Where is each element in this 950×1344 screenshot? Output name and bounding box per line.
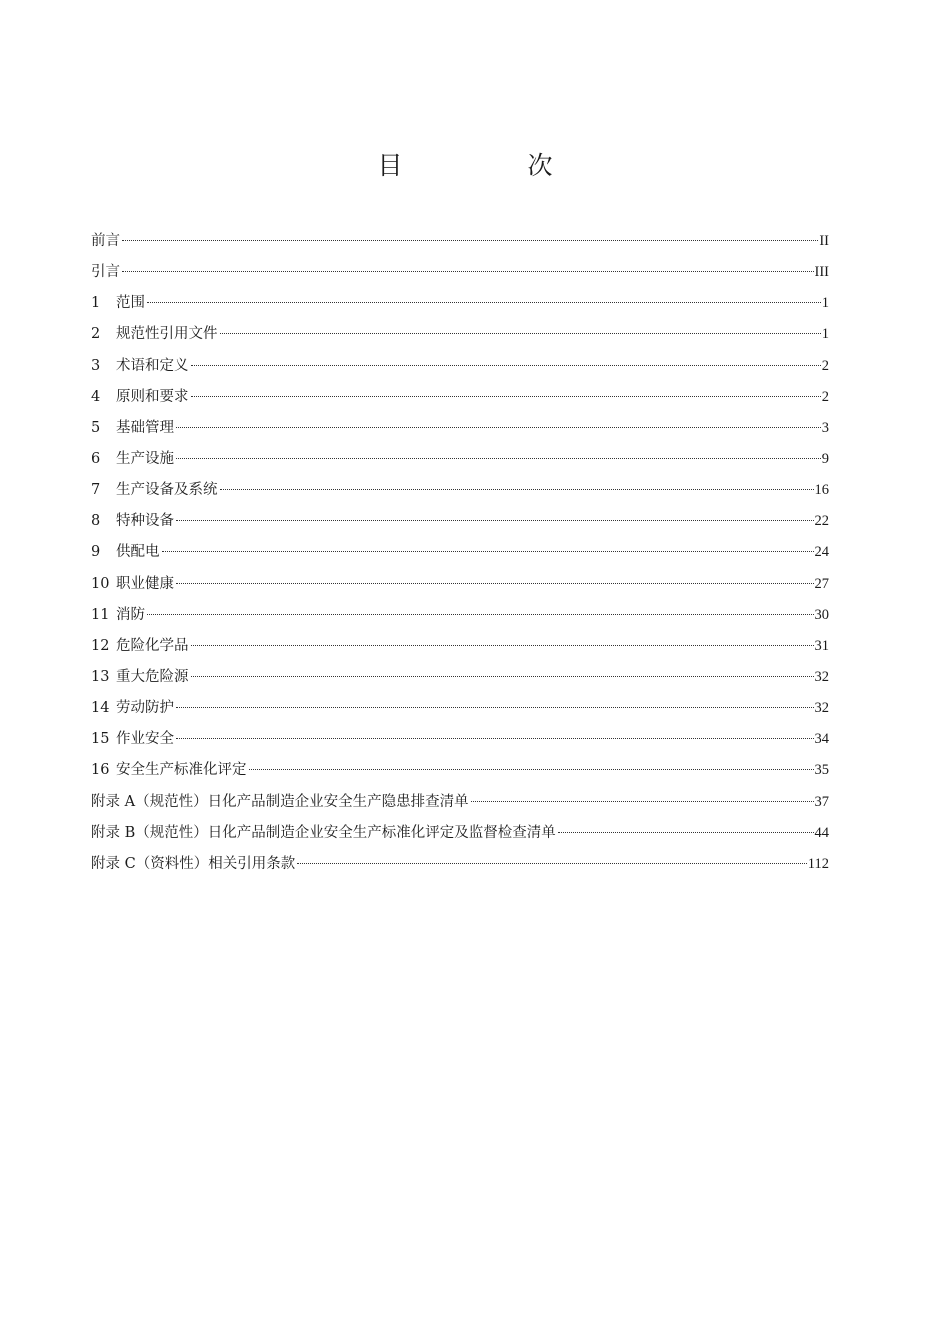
toc-entry-label: 供配电 bbox=[116, 544, 160, 561]
toc-entry-page-number: 112 bbox=[807, 855, 829, 872]
toc-entry[interactable] bbox=[91, 382, 829, 413]
toc-entry-number: 14 bbox=[91, 700, 110, 717]
toc-entry-label: 作业安全 bbox=[116, 731, 174, 748]
toc-entry-label: 危险化学品 bbox=[116, 637, 189, 654]
toc-entry-label: 范围 bbox=[116, 295, 145, 312]
toc-entry-number: 4 bbox=[91, 388, 101, 405]
dot-leader bbox=[122, 271, 814, 272]
toc-entry[interactable] bbox=[91, 475, 829, 506]
dot-leader bbox=[176, 520, 814, 521]
toc-entry-page-number: 2 bbox=[821, 357, 829, 374]
dot-leader bbox=[176, 583, 814, 584]
dot-leader bbox=[249, 769, 814, 770]
toc-entry[interactable] bbox=[91, 506, 829, 537]
dot-leader bbox=[220, 333, 821, 334]
toc-entry-page-number: 2 bbox=[821, 388, 829, 405]
dot-leader bbox=[220, 489, 814, 490]
toc-entry-number: 7 bbox=[91, 482, 101, 499]
toc-entry-number: 2 bbox=[91, 326, 101, 343]
dot-leader bbox=[147, 302, 821, 303]
toc-entry-label: 规范性引用文件 bbox=[116, 326, 218, 343]
dot-leader bbox=[191, 396, 821, 397]
toc-entry-page-number: 16 bbox=[814, 482, 829, 499]
dot-leader bbox=[297, 863, 807, 864]
toc-entry[interactable] bbox=[91, 444, 829, 475]
toc-entry-label: 附录 B（规范性）日化产品制造企业安全生产标准化评定及监督检查清单 bbox=[91, 824, 556, 841]
toc-entry-label: 劳动防护 bbox=[116, 700, 174, 717]
toc-entry-label: 附录 A（规范性）日化产品制造企业安全生产隐患排查清单 bbox=[91, 793, 469, 810]
dot-leader bbox=[176, 458, 821, 459]
toc-entry-label: 职业健康 bbox=[116, 575, 174, 592]
toc-entry-page-number: 30 bbox=[814, 606, 829, 623]
toc-entry-number: 16 bbox=[91, 762, 110, 779]
toc-entry-page-number: 37 bbox=[814, 793, 829, 810]
toc-entry[interactable] bbox=[91, 319, 829, 350]
toc-entry-number: 1 bbox=[91, 295, 101, 312]
dot-leader bbox=[191, 365, 821, 366]
toc-entry[interactable] bbox=[91, 693, 829, 724]
dot-leader bbox=[176, 427, 821, 428]
toc-entry-page-number: 1 bbox=[821, 295, 829, 312]
toc-entry-number: 5 bbox=[91, 419, 101, 436]
dot-leader bbox=[162, 551, 814, 552]
toc-entry-page-number: 32 bbox=[814, 700, 829, 717]
toc-entry-label: 基础管理 bbox=[116, 419, 174, 436]
toc-entry-page-number: 32 bbox=[814, 668, 829, 685]
toc-entry[interactable] bbox=[91, 818, 829, 849]
toc-entry[interactable] bbox=[91, 537, 829, 568]
toc-entry-label: 附录 C（资料性）相关引用条款 bbox=[91, 855, 296, 872]
toc-entry-page-number: 34 bbox=[814, 731, 829, 748]
toc-entry-label: 引言 bbox=[91, 264, 120, 281]
toc-entry-label: 生产设备及系统 bbox=[116, 482, 218, 499]
toc-entry[interactable] bbox=[91, 787, 829, 818]
toc-entry-number: 13 bbox=[91, 668, 110, 685]
toc-entry-number: 6 bbox=[91, 450, 101, 467]
toc-entry-label: 安全生产标准化评定 bbox=[116, 762, 247, 779]
toc-entry-page-number: 31 bbox=[814, 637, 829, 654]
toc-entry-label: 原则和要求 bbox=[116, 388, 189, 405]
toc-entry[interactable] bbox=[91, 724, 829, 755]
toc-entry-number: 12 bbox=[91, 637, 110, 654]
toc-entry[interactable] bbox=[91, 600, 829, 631]
toc-list bbox=[91, 226, 829, 880]
toc-entry-page-number: 9 bbox=[821, 450, 829, 467]
toc-entry[interactable] bbox=[91, 631, 829, 662]
toc-entry-page-number: 22 bbox=[814, 513, 829, 530]
toc-entry[interactable] bbox=[91, 226, 829, 257]
toc-entry-label: 特种设备 bbox=[116, 513, 174, 530]
dot-leader bbox=[176, 707, 814, 708]
toc-entry-label: 术语和定义 bbox=[116, 357, 189, 374]
dot-leader bbox=[147, 614, 814, 615]
toc-entry-number: 3 bbox=[91, 357, 101, 374]
toc-entry-page-number: 24 bbox=[814, 544, 829, 561]
toc-entry-page-number: 3 bbox=[821, 419, 829, 436]
toc-entry[interactable] bbox=[91, 257, 829, 288]
toc-entry[interactable] bbox=[91, 569, 829, 600]
dot-leader bbox=[191, 645, 814, 646]
toc-entry[interactable] bbox=[91, 413, 829, 444]
dot-leader bbox=[122, 240, 818, 241]
toc-title: 目 次 bbox=[377, 151, 603, 180]
toc-entry-number: 10 bbox=[91, 575, 110, 592]
toc-entry[interactable] bbox=[91, 662, 829, 693]
dot-leader bbox=[471, 801, 814, 802]
toc-entry-number: 8 bbox=[91, 513, 101, 530]
toc-entry[interactable] bbox=[91, 288, 829, 319]
toc-entry-label: 消防 bbox=[116, 606, 145, 623]
toc-entry-label: 生产设施 bbox=[116, 450, 174, 467]
toc-entry-page-number: 27 bbox=[814, 575, 829, 592]
toc-entry-number: 15 bbox=[91, 731, 110, 748]
dot-leader bbox=[558, 832, 814, 833]
toc-entry[interactable] bbox=[91, 755, 829, 786]
toc-entry[interactable] bbox=[91, 849, 829, 880]
toc-entry-page-number: 35 bbox=[814, 762, 829, 779]
dot-leader bbox=[176, 738, 814, 739]
toc-entry-number: 9 bbox=[91, 544, 101, 561]
toc-entry-label: 前言 bbox=[91, 233, 120, 249]
toc-entry-page-number: 1 bbox=[821, 326, 829, 343]
toc-entry-page-number: II bbox=[819, 233, 829, 249]
toc-entry-label: 重大危险源 bbox=[116, 668, 189, 685]
toc-entry-number: 11 bbox=[91, 606, 110, 623]
toc-entry-page-number: III bbox=[814, 264, 829, 281]
toc-entry-page-number: 44 bbox=[814, 824, 829, 841]
toc-entry[interactable] bbox=[91, 351, 829, 382]
dot-leader bbox=[191, 676, 814, 677]
